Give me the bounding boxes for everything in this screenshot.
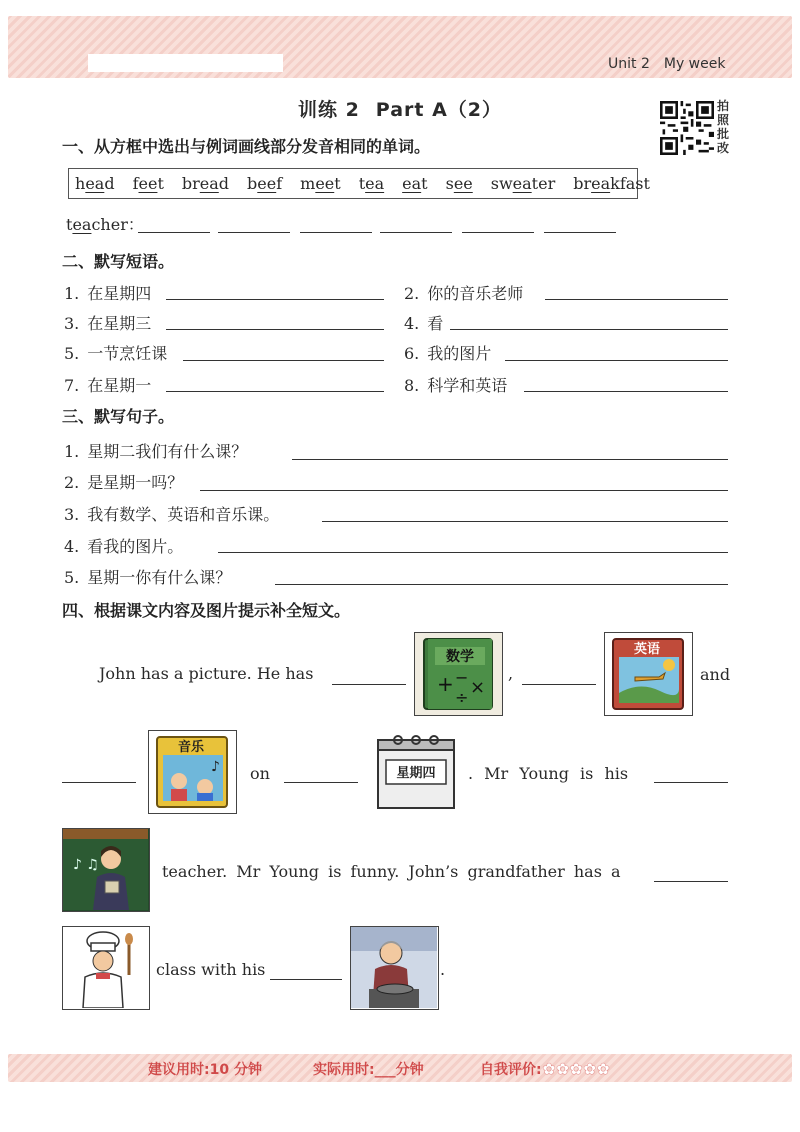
answer-blank[interactable] (166, 391, 384, 392)
story-text: . Mr Young is his (468, 764, 629, 783)
svg-text:×: × (470, 677, 486, 698)
example-word: teacher： (66, 215, 144, 234)
section3-heading: 三、默写句子。 (62, 407, 175, 426)
answer-blank[interactable] (218, 232, 290, 233)
word-and: and (700, 665, 731, 684)
star-icon[interactable]: ✿ (542, 1060, 556, 1078)
star-icon[interactable]: ✿ (556, 1060, 569, 1078)
calendar-picture (372, 730, 461, 814)
teacher-picture (62, 828, 150, 912)
period: . (440, 960, 446, 979)
answer-blank[interactable] (462, 232, 534, 233)
qr-label-char: 改 (717, 141, 730, 155)
answer-blank[interactable] (322, 521, 728, 522)
star-icon[interactable]: ✿ (583, 1060, 596, 1078)
suggested-time: 建议用时:10 分钟 (148, 1062, 262, 1078)
qr-label-char: 照 (717, 113, 730, 127)
answer-blank[interactable] (450, 329, 728, 330)
answer-blank[interactable] (300, 232, 372, 233)
music-book-icon (149, 731, 235, 812)
sentence-item: 5. 星期一你有什么课？ (64, 568, 232, 587)
svg-text:星期四: 星期四 (396, 766, 436, 781)
svg-text:数学: 数学 (446, 649, 474, 665)
answer-blank[interactable] (505, 360, 728, 361)
phrase-item: 7. 在星期一 (64, 376, 152, 395)
word-on: on (250, 764, 270, 783)
svg-text:音乐: 音乐 (177, 740, 205, 755)
answer-blank[interactable] (380, 232, 452, 233)
qr-code-icon[interactable] (660, 101, 714, 155)
answer-blank[interactable] (183, 360, 384, 361)
music-teacher-icon (63, 829, 148, 910)
section2-heading: 二、默写短语。 (62, 252, 175, 271)
unit-tag (608, 56, 725, 72)
word-see: see (445, 174, 473, 193)
word-bread: bread (181, 174, 230, 193)
unit-topic: My week (663, 56, 726, 72)
answer-blank[interactable] (332, 684, 406, 685)
phrase-item: 8. 科学和英语 (404, 376, 508, 395)
star-icon[interactable]: ✿ (596, 1060, 610, 1078)
phrase-item: 2. 你的音乐老师 (404, 284, 524, 303)
story-text: class with his (156, 960, 266, 979)
word-head: head (75, 174, 115, 193)
phrase-item: 4. 看 (404, 314, 444, 333)
unit-number: Unit 2 (608, 56, 650, 72)
answer-blank[interactable] (275, 584, 728, 585)
word-beef: beef (247, 174, 283, 193)
footer-band (8, 1054, 792, 1082)
phrase-item: 1. 在星期四 (64, 284, 152, 303)
answer-blank[interactable] (200, 490, 728, 491)
answer-blank[interactable] (545, 299, 728, 300)
answer-blank[interactable] (218, 552, 728, 553)
answer-blank[interactable] (270, 979, 342, 980)
answer-blank[interactable] (524, 391, 728, 392)
section1-heading: 一、从方框中选出与例词画线部分发音相同的单词。 (62, 137, 431, 156)
self-evaluation: 自我评价:✿✿✿✿✿ (480, 1060, 610, 1078)
svg-text:+: + (437, 672, 454, 696)
header-blank-patch (88, 54, 283, 72)
star-icon[interactable]: ✿ (569, 1060, 583, 1078)
sentence-item: 4. 看我的图片。 (64, 537, 184, 556)
sentence-item: 1. 星期二我们有什么课？ (64, 442, 248, 461)
svg-text:♪ ♫: ♪ ♫ (73, 857, 99, 873)
calendar-icon (372, 730, 461, 814)
cook-picture (62, 926, 150, 1010)
english-book-icon (605, 633, 691, 714)
word-meet: meet (300, 174, 341, 193)
part-label: Part A（2） (375, 99, 503, 121)
section4-heading: 四、根据课文内容及图片提示补全短文。 (62, 601, 351, 620)
story-text: teacher. Mr Young is funny. John’s grandfather has a (162, 862, 621, 881)
math-book-picture (414, 632, 503, 716)
answer-blank[interactable] (62, 782, 136, 783)
word-sweater: sweater (490, 174, 556, 193)
english-book-picture (604, 632, 693, 716)
answer-blank[interactable] (284, 782, 358, 783)
svg-text:英语: 英语 (633, 642, 661, 657)
word-tea: tea (358, 174, 385, 193)
phrase-item: 3. 在星期三 (64, 314, 152, 333)
answer-blank[interactable] (654, 881, 728, 882)
answer-blank[interactable] (654, 782, 728, 783)
answer-blank[interactable] (544, 232, 616, 233)
word-breakfast: breakfast (573, 174, 650, 193)
grandmother-cooking-icon (351, 927, 437, 1008)
svg-text:♪: ♪ (211, 759, 220, 775)
sentence-item: 2. 是星期一吗？ (64, 473, 184, 492)
music-book-picture (148, 730, 237, 814)
actual-time: 实际用时:___分钟 (313, 1062, 424, 1078)
comma: , (508, 664, 514, 683)
math-book-icon (415, 633, 501, 714)
qr-label (717, 99, 733, 155)
svg-text:÷: ÷ (455, 688, 469, 707)
answer-blank[interactable] (138, 232, 210, 233)
word-eat: eat (402, 174, 428, 193)
chef-icon (63, 927, 148, 1008)
answer-blank[interactable] (166, 329, 384, 330)
svg-text:−: − (455, 668, 469, 687)
exercise-number: 训练 2 (297, 99, 360, 121)
word-box (68, 168, 650, 199)
grandmother-picture (350, 926, 439, 1010)
phrase-item: 5. 一节烹饪课 (64, 344, 168, 363)
story-text: John has a picture. He has (99, 664, 314, 683)
qr-label-char: 批 (717, 127, 730, 141)
phrase-item: 6. 我的图片 (404, 344, 492, 363)
qr-label-char: 拍 (717, 99, 730, 113)
word-feet: feet (132, 174, 164, 193)
answer-blank[interactable] (522, 684, 596, 685)
sentence-item: 3. 我有数学、英语和音乐课。 (64, 505, 280, 524)
answer-blank[interactable] (166, 299, 384, 300)
rating-stars[interactable] (542, 1062, 610, 1078)
answer-blank[interactable] (292, 459, 728, 460)
